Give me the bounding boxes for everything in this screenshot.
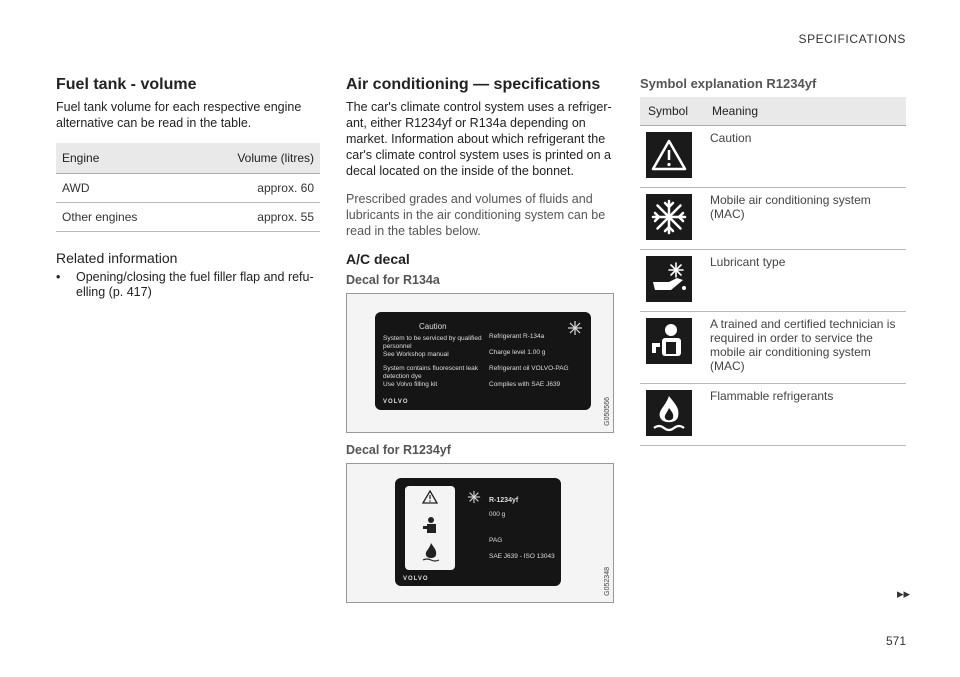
table-row xyxy=(640,126,906,188)
decal-text: Charge level 1.00 g xyxy=(489,349,546,356)
meaning-header: Meaning xyxy=(704,97,906,126)
decal-text: Use Volvo filling kit xyxy=(383,381,438,388)
snowflake-icon xyxy=(646,194,692,240)
decal-text: Complies with SAE J639 xyxy=(489,381,561,388)
volume-cell: approx. 55 xyxy=(187,203,320,232)
engine-cell: Other engines xyxy=(56,203,187,232)
next-page-arrows[interactable]: ▸▸ xyxy=(896,586,910,601)
page-number: 571 xyxy=(885,634,906,648)
bullet: • xyxy=(56,270,61,284)
fuel-column xyxy=(56,76,320,300)
meaning-cell: A trained and certified technician is required in order to service the mobile air conditioning system (MAC) xyxy=(704,312,906,384)
ac-column xyxy=(346,76,614,603)
decal-text: Refrigerant R-134a xyxy=(489,333,545,340)
decal2-title: Decal for R1234yf xyxy=(346,443,451,457)
decal-text: System contains fluorescent leak xyxy=(383,365,479,372)
symbols-title: Symbol explanation R1234yf xyxy=(640,76,817,91)
decal-heading: A/C decal xyxy=(346,251,410,267)
decal-text: System to be serviced by qualified xyxy=(383,335,482,342)
table-row xyxy=(640,188,906,250)
table-row xyxy=(56,174,320,203)
table-row xyxy=(56,203,320,232)
ac-title: Air conditioning — specifications xyxy=(346,76,601,93)
decal-sticker xyxy=(395,478,561,586)
decal-r1234yf-image xyxy=(346,463,614,603)
warning-triangle-icon xyxy=(422,490,438,504)
volvo-logo: VOLVO xyxy=(403,576,429,582)
ac-para2: Prescribed grades and volumes of fluids and lubricants in the air conditioning system can be read in the tables below. xyxy=(346,192,606,238)
meaning-cell: Caution xyxy=(704,126,906,188)
volvo-logo: VOLVO xyxy=(383,399,409,405)
decal-text: personnel xyxy=(383,343,412,350)
decal-symbol-panel xyxy=(405,486,455,570)
engine-header: Engine xyxy=(56,143,187,174)
decal-text: Refrigerant oil VOLVO-PAG xyxy=(489,365,569,372)
lubricant-icon xyxy=(646,256,692,302)
flame-icon xyxy=(646,390,692,436)
decal-r134a-image xyxy=(346,293,614,433)
symbol-cell xyxy=(640,384,704,446)
related-link[interactable] xyxy=(56,270,320,300)
symbol-cell xyxy=(640,250,704,312)
meaning-cell: Mobile air conditioning system (MAC) xyxy=(704,188,906,250)
volume-header: Volume (litres) xyxy=(187,143,320,174)
symbol-header: Symbol xyxy=(640,97,704,126)
technician-icon xyxy=(421,516,439,534)
related-info-title: Related information xyxy=(56,250,178,266)
symbol-cell xyxy=(640,312,704,384)
technician-icon xyxy=(646,318,692,364)
section-header: SPECIFICATIONS xyxy=(798,32,906,46)
table-row xyxy=(640,384,906,446)
decal-caution: Caution xyxy=(419,322,447,331)
fuel-title: Fuel tank - volume xyxy=(56,76,197,93)
warning-triangle-icon xyxy=(646,132,692,178)
snowflake-icon xyxy=(567,320,583,336)
charge-label: 000 g xyxy=(489,511,506,518)
meaning-cell: Lubricant type xyxy=(704,250,906,312)
table-row xyxy=(640,250,906,312)
snowflake-icon xyxy=(467,490,481,504)
volume-cell: approx. 60 xyxy=(187,174,320,203)
decal-text: detection dye xyxy=(383,373,422,380)
table-row xyxy=(640,312,906,384)
related-link-text[interactable]: Opening/closing the fuel filler flap and refu-elling (p. 417) xyxy=(76,270,314,299)
meaning-cell: Flammable refrigerants xyxy=(704,384,906,446)
symbol-cell xyxy=(640,188,704,250)
ac-para1: The car's climate control system uses a refriger-ant, either R1234yf or R134a depending on market. Information about which refrigerant the car's climate control system uses is printed on a decal located on the inside of the bonnet. xyxy=(346,100,612,178)
fuel-volume-table xyxy=(56,143,320,232)
engine-cell: AWD xyxy=(56,174,187,203)
symbols-column xyxy=(640,76,906,446)
symbol-table xyxy=(640,97,906,446)
flame-icon xyxy=(421,542,441,562)
decal1-title: Decal for R134a xyxy=(346,273,440,287)
symbol-cell xyxy=(640,126,704,188)
decal-sticker xyxy=(375,312,591,410)
image-code: G050566 xyxy=(604,397,611,426)
oil-label: PAG xyxy=(489,537,503,544)
refrigerant-label: R-1234yf xyxy=(489,497,519,504)
image-code: G052348 xyxy=(604,567,611,596)
standard-label: SAE J639 - ISO 13043 xyxy=(489,553,555,560)
decal-text: See Workshop manual xyxy=(383,351,449,358)
fuel-intro: Fuel tank volume for each respective engine alternative can be read in the table. xyxy=(56,100,302,130)
